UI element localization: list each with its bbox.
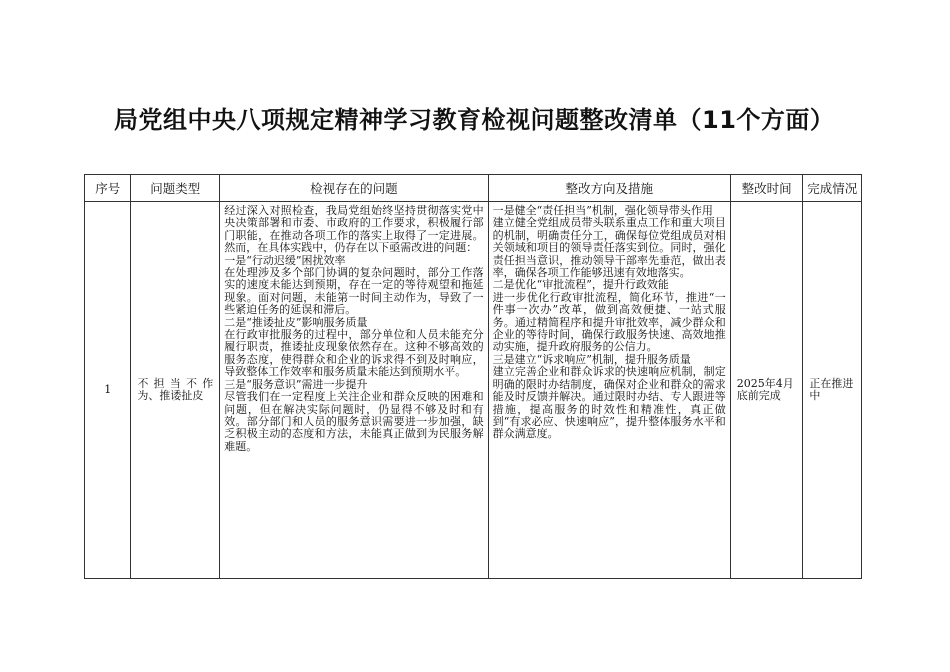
problem-paragraph: 经过深入对照检查，我局党组始终坚持贯彻落实党中央决策部署和市委、市政府的工作要求，积极履行部门职能，在推动各项工作的落实上取得了一定进展。然而，在具体实践中，仍存在以下亟需改进的问题： bbox=[224, 204, 484, 255]
rectification-table bbox=[84, 174, 862, 579]
problem-paragraph: 在行政审批服务的过程中，部分单位和人员未能充分履行职责，推诿扯皮现象依然存在。这种不够高效的服务态度，使得群众和企业的诉求得不到及时响应，导致整体工作效率和服务质量未能达到预期水平。 bbox=[224, 328, 484, 379]
header-status: 完成情况 bbox=[803, 175, 862, 202]
row-problem-type: 不担当不作为、推诿扯皮 bbox=[131, 202, 220, 579]
table-row bbox=[85, 202, 862, 579]
header-deadline: 整改时间 bbox=[730, 175, 803, 202]
measure-paragraph: 建立完善企业和群众诉求的快速响应机制，制定明确的限时办结制度，确保对企业和群众的需求能及时反馈并解决。通过限时办结、专人跟进等措施，提高服务的时效性和精准性，真正做到“有求必应、快速响应”，提升整体服务水平和群众满意度。 bbox=[492, 365, 726, 441]
problem-paragraph: 尽管我们在一定程度上关注企业和群众反映的困难和问题，但在解决实际问题时，仍显得不够及时和有效。部分部门和人员的服务意识需要进一步加强，缺乏积极主动的态度和方法，未能真正做到为民服务解难题。 bbox=[224, 390, 484, 453]
document-title: 局党组中央八项规定精神学习教育检视问题整改清单（11个方面） bbox=[114, 106, 835, 134]
measure-paragraph: 一是健全“责任担当”机制，强化领导带头作用 bbox=[492, 204, 713, 217]
row-problems bbox=[220, 202, 488, 579]
problem-paragraph: 在处理涉及多个部门协调的复杂问题时，部分工作落实的速度未能达到预期，存在一定的等待观望和拖延现象。面对问题，未能第一时间主动作为，导致了一些紧迫任务的延误和滞后。 bbox=[224, 266, 484, 317]
header-problems: 检视存在的问题 bbox=[220, 175, 488, 202]
measure-paragraph: 建立健全党组成员带头联系重点工作和重大项目的机制，明确责任分工，确保每位党组成员对相关领域和项目的领导责任落实到位。同时，强化责任担当意识，推动领导干部率先垂范，做出表率，确保各项工作能够迅速有效地落实。 bbox=[492, 216, 726, 280]
header-problem-type: 问题类型 bbox=[131, 175, 220, 202]
measure-paragraph: 二是优化“审批流程”，提升行政效能 bbox=[492, 278, 669, 292]
row-index: 1 bbox=[85, 202, 131, 579]
measure-paragraph: 三是建立“诉求响应”机制，提升服务质量 bbox=[492, 352, 691, 366]
table-header-row bbox=[85, 175, 862, 202]
header-measures: 整改方向及措施 bbox=[488, 175, 730, 202]
row-status: 正在推进中 bbox=[803, 202, 862, 579]
header-index: 序号 bbox=[85, 175, 131, 202]
problem-paragraph: 三是“服务意识”需进一步提升 bbox=[224, 377, 368, 391]
row-measures bbox=[488, 202, 730, 579]
problem-paragraph: 二是“推诿扯皮”影响服务质量 bbox=[224, 315, 368, 329]
row-deadline: 2025年4月底前完成 bbox=[730, 202, 803, 579]
problem-paragraph: 一是“行动迟缓”困扰效率 bbox=[224, 253, 346, 267]
measure-paragraph: 进一步优化行政审批流程，简化环节，推进“一件事一次办”改革，做到高效便捷、一站式服务。通过精简程序和提升审批效率，减少群众和企业的等待时间，确保行政服务快速、高效地推动实施，提升政府服务的公信力。 bbox=[492, 290, 726, 354]
